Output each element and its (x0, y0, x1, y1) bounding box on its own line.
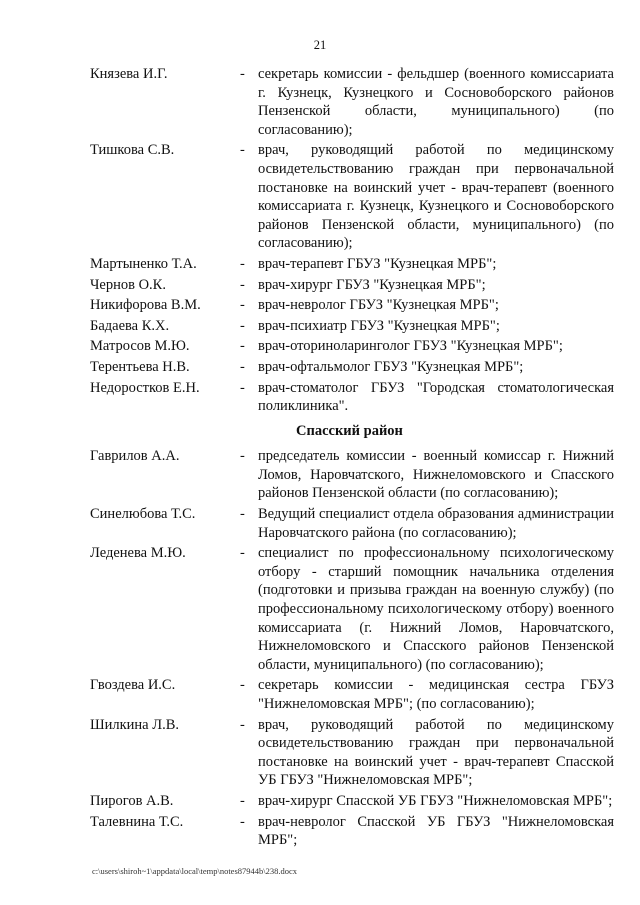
member-row (90, 358, 616, 377)
dash: - (240, 317, 245, 334)
member-role: врач-хирург ГБУЗ "Кузнецкая МРБ"; (258, 276, 486, 293)
dash: - (240, 506, 245, 523)
dash: - (240, 716, 245, 733)
member-name: Синелюбова Т.С. (90, 506, 196, 523)
dash: - (240, 255, 245, 272)
member-name: Талевнина Т.С. (90, 813, 184, 830)
member-row (90, 276, 616, 295)
member-row (90, 296, 616, 315)
dash: - (240, 142, 245, 159)
section-member-list (90, 447, 616, 849)
dash: - (240, 276, 245, 293)
member-role: врач-офтальмолог ГБУЗ "Кузнецкая МРБ"; (258, 358, 524, 375)
member-role: врач-невролог ГБУЗ "Кузнецкая МРБ"; (258, 297, 499, 314)
dash: - (240, 677, 245, 694)
member-name: Мартыненко Т.А. (90, 255, 197, 272)
dash: - (240, 297, 245, 314)
member-name: Леденева М.Ю. (90, 545, 186, 562)
member-role: врач, руководящий работой по медицинскому освидетельствованию граждан при первоначальной постановке на воинский учет - врач-терапевт (военного комиссариата г. Кузнецк, Кузнецкого и Сосновоборского районов Пензенской области, муниципального) (по согласованию); (258, 142, 614, 252)
member-name: Гаврилов А.А. (90, 448, 180, 465)
member-role: врач-невролог Спасской УБ ГБУЗ "Нижнеломовская МРБ"; (258, 813, 614, 849)
member-row (90, 337, 616, 356)
member-role: врач, руководящий работой по медицинскому освидетельствованию граждан при первоначальной постановке на воинский учет - врач-терапевт Спасской УБ ГБУЗ "Нижнеломовская МРБ"; (258, 716, 614, 789)
member-row (90, 505, 616, 542)
member-role: секретарь комиссии - медицинская сестра ГБУЗ "Нижнеломовская МРБ"; (по согласованию); (258, 677, 614, 712)
member-role: врач-оториноларинголог ГБУЗ "Кузнецкая МРБ"; (258, 338, 563, 355)
member-role: врач-стоматолог ГБУЗ "Городская стоматологическая поликлиника". (258, 379, 614, 415)
member-row (90, 255, 616, 274)
member-role: врач-психиатр ГБУЗ "Кузнецкая МРБ"; (258, 317, 500, 334)
member-role: врач-терапевт ГБУЗ "Кузнецкая МРБ"; (258, 255, 497, 272)
dash: - (240, 448, 245, 465)
footer-file-path: c:\users\shiroh~1\appdata\local\temp\notes87944b\238.docx (92, 866, 298, 876)
document-body (90, 65, 616, 852)
member-name: Князева И.Г. (90, 66, 168, 82)
member-row (90, 141, 616, 253)
member-role: Ведущий специалист отдела образования администрации Наровчатского района (по согласованию); (258, 506, 614, 541)
member-list (90, 65, 616, 416)
member-role: председатель комиссии - военный комиссар г. Нижний Ломов, Наровчатского, Нижнеломовского и Спасского районов Пензенской области (по согласованию); (258, 448, 614, 502)
dash: - (240, 379, 245, 396)
member-row (90, 676, 616, 713)
member-name: Чернов О.К. (90, 276, 166, 293)
member-role: врач-хирург Спасской УБ ГБУЗ "Нижнеломовская МРБ"; (258, 792, 613, 809)
member-row (90, 544, 616, 674)
page-number: 21 (313, 38, 327, 52)
dash: - (240, 813, 245, 830)
member-row (90, 716, 616, 790)
dash: - (240, 792, 245, 809)
member-name: Недоростков Е.Н. (90, 379, 200, 396)
member-name: Бадаева К.Х. (90, 317, 170, 334)
member-name: Тишкова С.В. (90, 142, 175, 159)
member-role: секретарь комиссии - фельдшер (военного комиссариата г. Кузнецк, Кузнецкого и Сосновоборского районов Пензенской области, муниципального) (по согласованию); (258, 66, 614, 138)
member-name: Шилкина Л.В. (90, 716, 180, 733)
section-title: Спасский район (296, 422, 403, 439)
member-name: Пирогов А.В. (90, 792, 174, 809)
member-row (90, 813, 616, 850)
dash: - (240, 66, 245, 82)
member-name: Никифорова В.М. (90, 297, 201, 314)
dash: - (240, 338, 245, 355)
member-row (90, 317, 616, 336)
member-row (90, 792, 616, 811)
member-name: Матросов М.Ю. (90, 338, 190, 355)
member-row (90, 379, 616, 416)
member-name: Гвоздева И.С. (90, 677, 176, 694)
member-name: Терентьева Н.В. (90, 358, 190, 375)
dash: - (240, 545, 245, 562)
member-role: специалист по профессиональному психологическому отбору - старший помощник начальника отделения (подготовки и призыва граждан на военную службу) (по профессиональному психологическому отбору) военного комиссариата (г. Нижний Ломов, Наровчатского, Нижнеломовского и Спасского районов Пензенской области, муниципального) (по согласованию); (258, 545, 614, 673)
dash: - (240, 358, 245, 375)
member-row (90, 447, 616, 503)
member-row (90, 65, 616, 139)
